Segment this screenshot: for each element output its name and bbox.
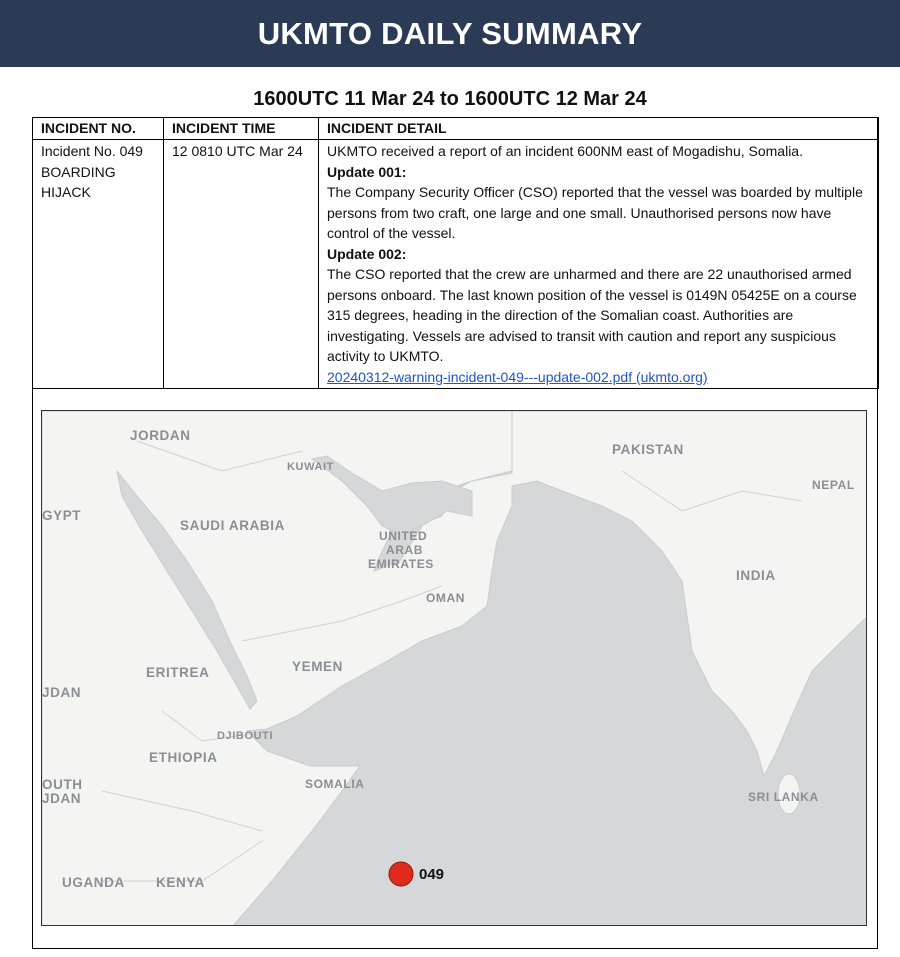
label-uae-line1: UNITED bbox=[379, 529, 428, 543]
label-djibouti: DJIBOUTI bbox=[217, 730, 274, 742]
label-kenya: KENYA bbox=[156, 875, 206, 890]
table-row bbox=[33, 140, 879, 389]
label-yemen: YEMEN bbox=[292, 659, 344, 674]
label-pakistan: PAKISTAN bbox=[612, 442, 684, 457]
incident-number: Incident No. 049 bbox=[41, 143, 143, 159]
incident-table bbox=[32, 117, 879, 389]
label-sri-lanka: SRI LANKA bbox=[748, 790, 819, 804]
header-incident-no: INCIDENT NO. bbox=[33, 118, 164, 140]
table-header-row bbox=[33, 118, 879, 140]
incident-time-cell: 12 0810 UTC Mar 24 bbox=[164, 140, 319, 389]
reporting-period: 1600UTC 11 Mar 24 to 1600UTC 12 Mar 24 bbox=[253, 88, 647, 110]
label-uae-line3: EMIRATES bbox=[368, 557, 434, 571]
label-uganda: UGANDA bbox=[62, 875, 125, 890]
label-sudan: JDAN bbox=[42, 685, 82, 700]
update-002-label: Update 002: bbox=[327, 245, 407, 262]
incident-type-boarding: BOARDING bbox=[41, 163, 116, 180]
label-eritrea: ERITREA bbox=[146, 665, 210, 680]
document-title: UKMTO DAILY SUMMARY bbox=[257, 15, 643, 51]
label-somalia: SOMALIA bbox=[305, 777, 365, 791]
incident-no-cell bbox=[33, 140, 164, 389]
label-south-sudan-line2: JDAN bbox=[42, 791, 82, 806]
label-saudi-arabia: SAUDI ARABIA bbox=[180, 518, 285, 533]
incident-map bbox=[41, 410, 867, 926]
label-south-sudan-line1: OUTH bbox=[42, 777, 83, 792]
label-egypt: GYPT bbox=[42, 508, 82, 523]
incident-marker[interactable] bbox=[389, 862, 413, 886]
label-jordan: JORDAN bbox=[130, 428, 191, 443]
label-oman: OMAN bbox=[426, 591, 466, 605]
header-incident-time: INCIDENT TIME bbox=[164, 118, 319, 140]
update-002-text: The CSO reported that the crew are unharmed and there are 22 unauthorised armed persons onboard. The last known position of the vessel is 0149N 05425E on a course 315 degrees, heading in the direction of the Somalian coast. Authorities are investigating. Vessels are advised to transit with caution and report any suspicious activity to UKMTO. bbox=[327, 266, 857, 364]
header-incident-detail: INCIDENT DETAIL bbox=[319, 118, 879, 140]
label-ethiopia: ETHIOPIA bbox=[149, 750, 218, 765]
update-001-label: Update 001: bbox=[327, 163, 407, 180]
label-kuwait: KUWAIT bbox=[287, 461, 334, 473]
update-001-text: The Company Security Officer (CSO) reported that the vessel was boarded by multiple persons from two craft, one large and one small. Unauthorised persons now have control of the vessel. bbox=[327, 184, 863, 241]
map-svg bbox=[42, 411, 867, 926]
incident-detail-cell bbox=[319, 140, 879, 389]
incident-marker-label: 049 bbox=[419, 866, 445, 883]
incident-type-hijack: HIJACK bbox=[41, 184, 91, 200]
label-nepal: NEPAL bbox=[812, 478, 855, 492]
label-india: INDIA bbox=[736, 568, 776, 583]
header-banner bbox=[0, 0, 900, 67]
label-uae-line2: ARAB bbox=[386, 543, 424, 557]
warning-pdf-link[interactable]: 20240312-warning-incident-049---update-002.pdf (ukmto.org) bbox=[327, 368, 708, 385]
detail-intro: UKMTO received a report of an incident 600NM east of Mogadishu, Somalia. bbox=[327, 143, 803, 159]
